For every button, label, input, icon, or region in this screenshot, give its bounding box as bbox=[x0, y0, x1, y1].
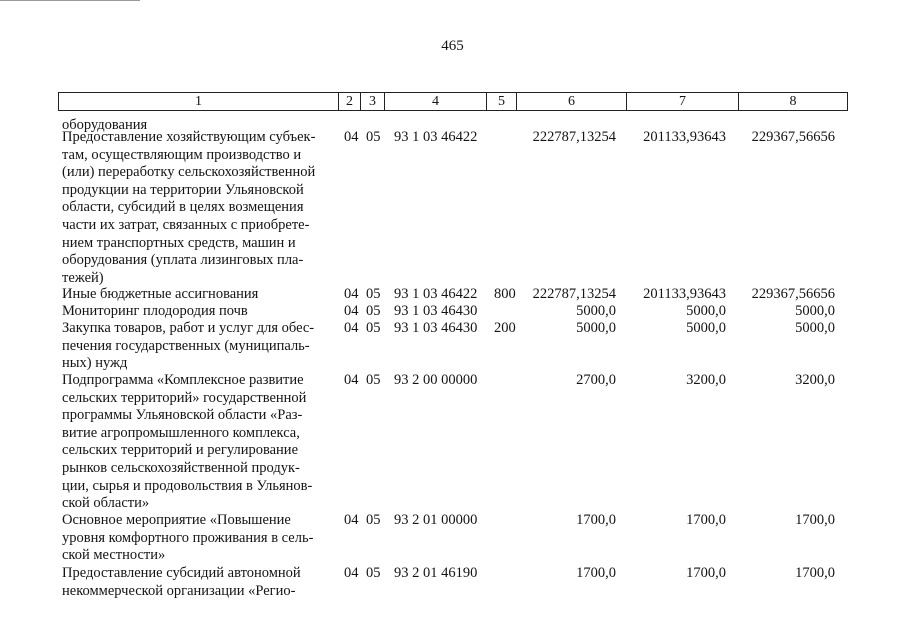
section-code: 04 bbox=[344, 129, 359, 145]
subsection-code: 05 bbox=[366, 372, 381, 388]
row-name bbox=[62, 129, 332, 287]
target-article-code: 93 2 01 46190 bbox=[394, 565, 478, 581]
amount-year-1: 5000,0 bbox=[576, 303, 616, 319]
subsection-code: 05 bbox=[366, 286, 381, 302]
row-name bbox=[62, 565, 332, 600]
row-name-line: оборудования (уплата лизинговых пла- bbox=[62, 252, 304, 269]
amount-year-1: 222787,13254 bbox=[532, 129, 616, 145]
amount-year-2: 5000,0 bbox=[686, 320, 726, 336]
amount-year-3: 1700,0 bbox=[795, 565, 835, 581]
subsection-code: 05 bbox=[366, 512, 381, 528]
row-name-line: некоммерческой организации «Регио- bbox=[62, 582, 296, 599]
row-name-line: уровня комфортного проживания в сель- bbox=[62, 529, 314, 546]
header-col-7: 7 bbox=[627, 93, 739, 110]
row-name bbox=[62, 372, 332, 513]
row-name-line: Основное мероприятие «Повышение bbox=[62, 512, 291, 528]
scan-edge-mark bbox=[0, 0, 140, 1]
amount-year-3: 3200,0 bbox=[795, 372, 835, 388]
expense-type-code: 800 bbox=[494, 286, 516, 302]
expense-type-code: 200 bbox=[494, 320, 516, 336]
section-code: 04 bbox=[344, 303, 359, 319]
header-col-3: 3 bbox=[361, 93, 385, 110]
row-name bbox=[62, 320, 332, 373]
section-code: 04 bbox=[344, 320, 359, 336]
header-col-1: 1 bbox=[59, 93, 339, 110]
amount-year-3: 229367,56656 bbox=[751, 129, 835, 145]
row-name-line: части их затрат, связанных с приобрете- bbox=[62, 216, 310, 233]
amount-year-1: 2700,0 bbox=[576, 372, 616, 388]
amount-year-2: 1700,0 bbox=[686, 512, 726, 528]
section-code: 04 bbox=[344, 565, 359, 581]
subsection-code: 05 bbox=[366, 320, 381, 336]
amount-year-1: 222787,13254 bbox=[532, 286, 616, 302]
row-name-line: Мониторинг плодородия почв bbox=[62, 303, 248, 319]
row-name-line: ных) нужд bbox=[62, 355, 128, 372]
row-name-line: продукции на территории Ульяновской bbox=[62, 181, 304, 198]
amount-year-3: 1700,0 bbox=[795, 512, 835, 528]
row-name-line: витие агропромышленного комплекса, bbox=[62, 424, 300, 441]
page-number: 465 bbox=[441, 38, 464, 54]
target-article-code: 93 2 00 00000 bbox=[394, 372, 478, 388]
row-name-line: Закупка товаров, работ и услуг для обес- bbox=[62, 320, 315, 336]
target-article-code: 93 1 03 46422 bbox=[394, 286, 478, 302]
target-article-code: 93 1 03 46430 bbox=[394, 320, 478, 336]
row-name-line: тежей) bbox=[62, 269, 104, 286]
row-name-line: Иные бюджетные ассигнования bbox=[62, 286, 259, 302]
row-name-line: нием транспортных средств, машин и bbox=[62, 234, 296, 251]
subsection-code: 05 bbox=[366, 303, 381, 319]
row-name-line: программы Ульяновской области «Раз- bbox=[62, 407, 303, 424]
target-article-code: 93 1 03 46422 bbox=[394, 129, 478, 145]
amount-year-2: 5000,0 bbox=[686, 303, 726, 319]
subsection-code: 05 bbox=[366, 129, 381, 145]
amount-year-3: 5000,0 bbox=[795, 303, 835, 319]
table-header bbox=[58, 92, 848, 111]
header-col-4: 4 bbox=[385, 93, 487, 110]
row-name bbox=[62, 303, 332, 321]
row-name bbox=[62, 512, 332, 565]
amount-year-2: 3200,0 bbox=[686, 372, 726, 388]
header-col-8: 8 bbox=[789, 94, 797, 109]
header-col-2: 2 bbox=[339, 93, 361, 110]
section-code: 04 bbox=[344, 286, 359, 302]
header-col-6: 6 bbox=[517, 93, 627, 110]
section-code: 04 bbox=[344, 512, 359, 528]
amount-year-2: 201133,93643 bbox=[643, 286, 726, 302]
row-name-line: Предоставление субсидий автономной bbox=[62, 565, 301, 581]
row-name-line: рынков сельскохозяйственной продук- bbox=[62, 459, 300, 476]
row-name-line: сельских территорий и регулирование bbox=[62, 442, 299, 459]
row-name-line: печения государственных (муниципаль- bbox=[62, 337, 310, 354]
row-name-line: ции, сырья и продовольствия в Ульянов- bbox=[62, 477, 313, 494]
amount-year-1: 1700,0 bbox=[576, 512, 616, 528]
amount-year-2: 201133,93643 bbox=[643, 129, 726, 145]
subsection-code: 05 bbox=[366, 565, 381, 581]
row-name-line: (или) переработку сельскохозяйственной bbox=[62, 164, 316, 181]
amount-year-1: 5000,0 bbox=[576, 320, 616, 336]
row-name-line: сельских территорий» государственной bbox=[62, 389, 307, 406]
row-name-line: там, осуществляющим производство и bbox=[62, 146, 302, 163]
amount-year-1: 1700,0 bbox=[576, 565, 616, 581]
row-name-line: Подпрограмма «Комплексное развитие bbox=[62, 372, 304, 388]
row-name-line: оборудования bbox=[62, 117, 148, 133]
header-col-5: 5 bbox=[487, 93, 517, 110]
row-name bbox=[62, 286, 332, 304]
section-code: 04 bbox=[344, 372, 359, 388]
row-name-line: области, субсидий в целях возмещения bbox=[62, 199, 304, 216]
target-article-code: 93 2 01 00000 bbox=[394, 512, 478, 528]
amount-year-3: 229367,56656 bbox=[751, 286, 835, 302]
row-name-line: Предоставление хозяйствующим субъек- bbox=[62, 129, 316, 145]
row-name-line: ской местности» bbox=[62, 547, 166, 564]
amount-year-2: 1700,0 bbox=[686, 565, 726, 581]
amount-year-3: 5000,0 bbox=[795, 320, 835, 336]
row-name-line: ской области» bbox=[62, 495, 150, 512]
target-article-code: 93 1 03 46430 bbox=[394, 303, 478, 319]
